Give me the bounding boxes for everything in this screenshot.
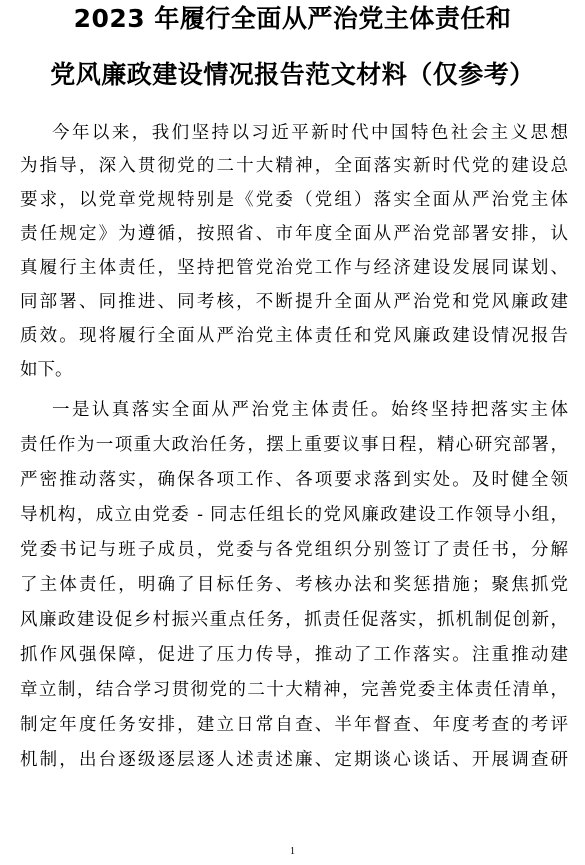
text-line: 责任规定》为遵循，按照省、市年度全面从严治党部署安排，认 <box>20 224 568 244</box>
text-line: 党委书记与班子成员，党委与各党组织分别签订了责任书，分解 <box>20 540 568 560</box>
text-line: 风廉政建设促乡村振兴重点任务，抓责任促落实，抓机制促创新， <box>20 610 568 630</box>
page-number: 1 <box>290 846 295 857</box>
text-line: 质效。现将履行全面从严治党主体责任和党风廉政建设情况报告 <box>20 326 568 346</box>
text-line: 制定年度任务安排，建立日常自查、半年督查、年度考查的考评 <box>20 715 568 735</box>
text-line: 导机构，成立由党委 - 同志任组长的党风廉政建设工作领导小组， <box>20 505 568 525</box>
text-line: 如下。 <box>20 360 73 380</box>
text-line: 同部署、同推进、同考核，不断提升全面从严治党和党风廉政建 <box>20 292 568 312</box>
text-line: 机制，出台逐级逐层逐人述责述廉、定期谈心谈话、开展调查研 <box>20 750 568 770</box>
text-line: 真履行主体责任，坚持把管党治党工作与经济建设发展同谋划、 <box>20 258 568 278</box>
text-line: 要求，以党章党规特别是《党委（党组）落实全面从严治党主体 <box>20 190 568 210</box>
text-line: 一是认真落实全面从严治党主体责任。始终坚持把落实主体 <box>52 400 568 420</box>
document-title-line-2: 党风廉政建设情况报告范文材料（仅参考） <box>50 60 535 89</box>
text-line: 今年以来，我们坚持以习近平新时代中国特色社会主义思想 <box>52 123 568 143</box>
text-line: 了主体责任，明确了目标任务、考核办法和奖惩措施；聚焦抓党 <box>20 575 568 595</box>
text-line: 严密推动落实，确保各项工作、各项要求落到实处。及时健全领 <box>20 470 568 490</box>
text-line: 责任作为一项重大政治任务，摆上重要议事日程，精心研究部署， <box>20 435 568 455</box>
text-line: 为指导，深入贯彻党的二十大精神，全面落实新时代党的建设总 <box>20 156 568 176</box>
document-title-line-1: 2023 年履行全面从严治党主体责任和 <box>73 4 512 33</box>
text-line: 章立制，结合学习贯彻党的二十大精神，完善党委主体责任清单， <box>20 680 568 700</box>
text-line: 抓作风强保障，促进了压力传导，推动了工作落实。注重推动建 <box>20 645 568 665</box>
